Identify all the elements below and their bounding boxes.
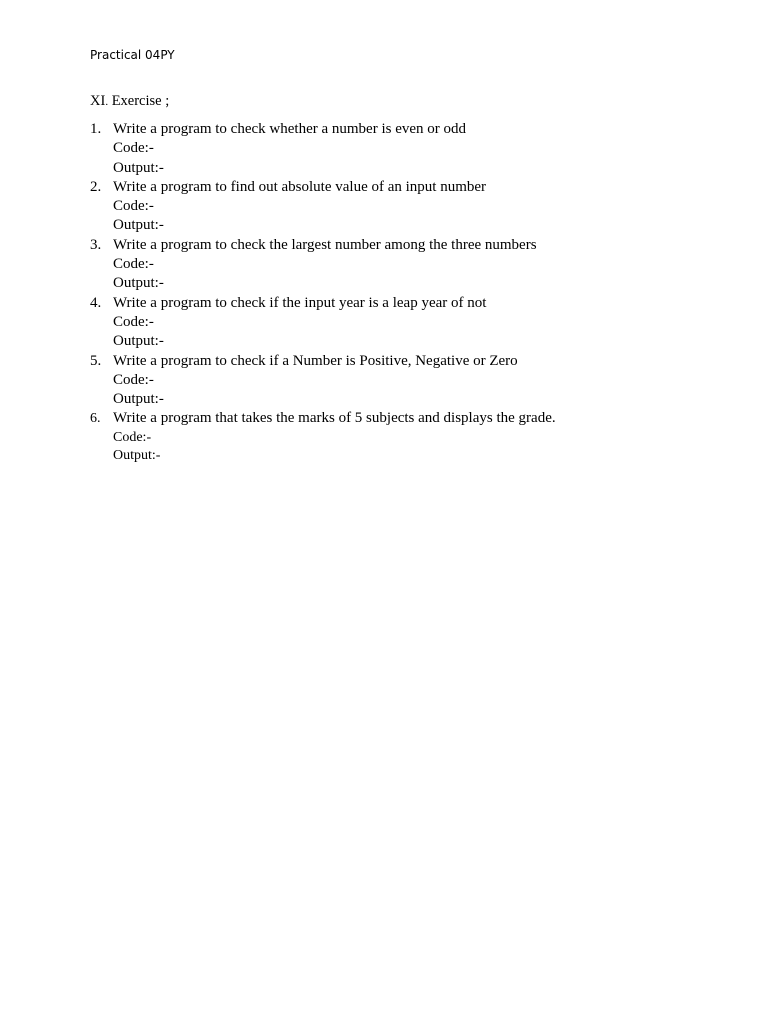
section-title: Exercise ; (108, 93, 170, 109)
output-label: Output:- (113, 217, 164, 234)
page-header: Practical 04PY (90, 48, 175, 62)
exercise-prompt: Write a program that takes the marks of 5 subjects and displays the grade. (113, 410, 556, 427)
section-roman-numeral: XI (90, 93, 106, 109)
exercise-prompt: Write a program to find out absolute value of an input number (113, 178, 487, 195)
exercise-prompt: Write a program to check whether a number is even or odd (113, 121, 467, 137)
output-label: Output:- (113, 447, 161, 463)
code-label: Code:- (113, 371, 154, 388)
exercise-item (90, 294, 556, 352)
exercise-prompt: Write a program to check the largest number among the three numbers (113, 236, 537, 253)
output-label: Output:- (113, 391, 164, 408)
output-label: Output:- (113, 275, 164, 292)
exercise-list (90, 120, 556, 465)
exercise-prompt: Write a program to check if the input year is a leap year of not (113, 294, 487, 311)
exercise-number: 6. (90, 411, 101, 427)
exercise-item (90, 409, 556, 464)
code-label: Code:- (113, 429, 152, 445)
section-heading (90, 92, 169, 111)
exercise-item (90, 352, 556, 410)
output-label: Output:- (113, 333, 164, 350)
exercise-item (90, 236, 556, 294)
exercise-number: 4. (90, 294, 102, 311)
exercise-number: 3. (90, 236, 102, 253)
code-label: Code:- (113, 140, 154, 157)
exercise-number: 5. (90, 352, 102, 369)
code-label: Code:- (113, 313, 154, 330)
code-label: Code:- (113, 256, 154, 273)
output-label: Output:- (113, 159, 164, 176)
code-label: Code:- (113, 198, 154, 215)
exercise-number: 2. (90, 178, 102, 195)
section-numeral-dot: . (105, 96, 109, 108)
exercise-prompt: Write a program to check if a Number is Positive, Negative or Zero (113, 352, 518, 369)
exercise-number: 1. (90, 121, 102, 137)
exercise-item (90, 178, 556, 236)
exercise-item (90, 120, 556, 178)
